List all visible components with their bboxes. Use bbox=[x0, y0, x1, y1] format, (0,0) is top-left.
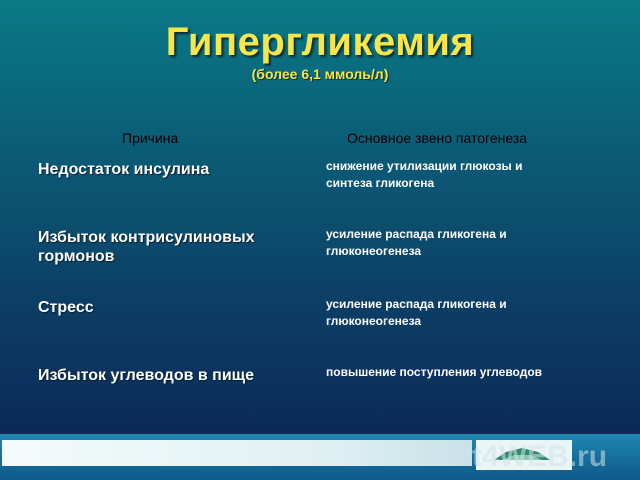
row-1-pathogenesis-line-1: снижение утилизации глюкозы и bbox=[326, 159, 523, 173]
row-3-pathogenesis-line-2: глюконеогенеза bbox=[326, 314, 422, 328]
row-2-pathogenesis-line-1: усиление распада гликогена и bbox=[326, 227, 507, 241]
row-4-cause: Избыток углеводов в пище bbox=[38, 367, 255, 384]
row-2-cause-line-2: гормонов bbox=[38, 248, 115, 265]
slide-subtitle: (более 6,1 ммоль/л) bbox=[251, 66, 389, 82]
row-4-pathogenesis bbox=[326, 364, 596, 381]
watermark-text: PPt4WEB.ru bbox=[432, 440, 608, 473]
column-header-cause: Причина bbox=[122, 130, 179, 146]
row-1-pathogenesis-line-2: синтеза гликогена bbox=[326, 176, 435, 190]
row-1-pathogenesis bbox=[326, 158, 596, 192]
slide-title: Гипергликемия bbox=[165, 20, 475, 64]
column-header-pathogenesis: Основное звено патогенеза bbox=[347, 130, 528, 146]
row-2-cause-line-1: Избыток контрисулиновых bbox=[38, 229, 255, 246]
row-1-cause: Недостаток инсулина bbox=[38, 161, 210, 178]
row-2-pathogenesis-line-2: глюконеогенеза bbox=[326, 244, 422, 258]
row-3-pathogenesis bbox=[326, 296, 596, 330]
row-4-pathogenesis-line-1: повышение поступления углеводов bbox=[326, 365, 543, 379]
row-2-pathogenesis bbox=[326, 226, 596, 260]
bottom-stripe bbox=[2, 440, 472, 466]
row-2-cause bbox=[38, 228, 308, 266]
row-3-pathogenesis-line-1: усиление распада гликогена и bbox=[326, 297, 507, 311]
row-3-cause: Стресс bbox=[38, 299, 94, 316]
